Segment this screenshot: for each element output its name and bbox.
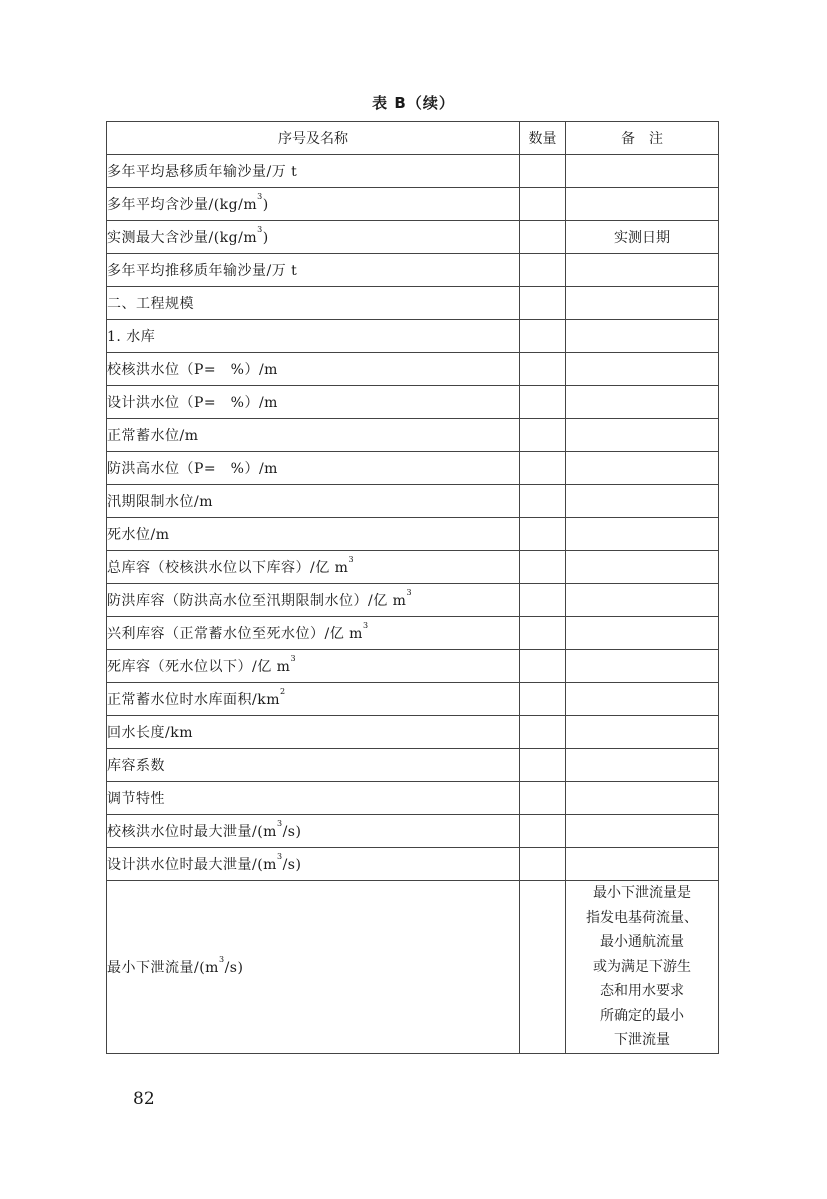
row-note — [566, 749, 719, 782]
row-name: 调节特性 — [107, 782, 520, 815]
row-name: 库容系数 — [107, 749, 520, 782]
row-name: 多年平均推移质年输沙量/万 t — [107, 254, 520, 287]
table-title: 表 B（续） — [372, 94, 455, 112]
table-row — [107, 551, 719, 584]
row-quantity — [520, 815, 566, 848]
row-name: 最小下泄流量$/(m^3/s)$ — [107, 881, 520, 1054]
table-body — [107, 155, 719, 1054]
row-name: 防洪库容（防洪高水位至汛期限制水位）/亿 $m^3$ — [107, 584, 520, 617]
row-note — [566, 188, 719, 221]
row-note — [566, 452, 719, 485]
row-quantity — [520, 485, 566, 518]
row-note — [566, 518, 719, 551]
row-note — [566, 782, 719, 815]
row-quantity — [520, 287, 566, 320]
table-row — [107, 188, 719, 221]
row-quantity — [520, 881, 566, 1054]
table-row — [107, 716, 719, 749]
header-quantity: 数量 — [520, 122, 566, 155]
row-name: 死水位/m — [107, 518, 520, 551]
row-note — [566, 551, 719, 584]
table-row — [107, 848, 719, 881]
row-note — [566, 716, 719, 749]
table-row — [107, 386, 719, 419]
data-table — [106, 121, 719, 1054]
table-row — [107, 353, 719, 386]
note-line: 下泄流量 — [614, 1032, 670, 1048]
note-line: 所确定的最小 — [600, 1007, 684, 1024]
table-row — [107, 254, 719, 287]
row-note — [566, 848, 719, 881]
row-name: 设计洪水位（P= %）/m — [107, 386, 520, 419]
table-row — [107, 419, 719, 452]
row-quantity — [520, 617, 566, 650]
note-line: 最小下泄流量是 — [593, 885, 691, 901]
row-quantity — [520, 320, 566, 353]
page-number: 82 — [133, 1089, 155, 1109]
row-quantity — [520, 155, 566, 188]
row-note — [566, 683, 719, 716]
table-row — [107, 650, 719, 683]
note-line: 或为满足下游生 — [593, 958, 691, 975]
row-quantity — [520, 254, 566, 287]
row-name: 实测最大含沙量$/(kg/m^3)$ — [107, 221, 520, 254]
row-name: 二、工程规模 — [107, 287, 520, 320]
row-note — [566, 287, 719, 320]
row-note — [566, 320, 719, 353]
row-quantity — [520, 452, 566, 485]
row-note — [566, 617, 719, 650]
table-row-last — [107, 881, 719, 1054]
row-note — [566, 419, 719, 452]
table-row — [107, 782, 719, 815]
table-row — [107, 221, 719, 254]
row-name: 校核洪水位（P= %）/m — [107, 353, 520, 386]
row-name: 多年平均悬移质年输沙量/万 t — [107, 155, 520, 188]
row-name: 多年平均含沙量$/(kg/m^3)$ — [107, 188, 520, 221]
row-quantity — [520, 386, 566, 419]
table-header-row — [107, 122, 719, 155]
table-row — [107, 683, 719, 716]
row-note — [566, 155, 719, 188]
row-quantity — [520, 353, 566, 386]
note-line: 指发电基荷流量、 — [586, 909, 698, 926]
row-name: 汛期限制水位/m — [107, 485, 520, 518]
row-name: 兴利库容（正常蓄水位至死水位）/亿 $m^3$ — [107, 617, 520, 650]
table-row — [107, 749, 719, 782]
row-name: 死库容（死水位以下）/亿 $m^3$ — [107, 650, 520, 683]
table-row — [107, 452, 719, 485]
row-quantity — [520, 188, 566, 221]
row-quantity — [520, 650, 566, 683]
row-quantity — [520, 584, 566, 617]
row-note: 实测日期 — [566, 221, 719, 254]
note-line: 最小通航流量 — [600, 934, 684, 950]
row-name: 1. 水库 — [107, 320, 520, 353]
table-row — [107, 815, 719, 848]
header-name: 序号及名称 — [107, 122, 520, 155]
row-quantity — [520, 221, 566, 254]
table-row — [107, 518, 719, 551]
table-row — [107, 320, 719, 353]
row-quantity — [520, 419, 566, 452]
row-name: 回水长度/km — [107, 716, 520, 749]
table-row — [107, 617, 719, 650]
row-note — [566, 254, 719, 287]
row-name: 总库容（校核洪水位以下库容）/亿 $m^3$ — [107, 551, 520, 584]
row-name: 防洪高水位（P= %）/m — [107, 452, 520, 485]
row-note — [566, 650, 719, 683]
row-quantity — [520, 683, 566, 716]
table-row — [107, 287, 719, 320]
header-note: 备 注 — [566, 122, 719, 155]
row-quantity — [520, 749, 566, 782]
row-note — [566, 485, 719, 518]
row-note — [566, 386, 719, 419]
row-name: 校核洪水位时最大泄量$/(m^3/s)$ — [107, 815, 520, 848]
row-quantity — [520, 551, 566, 584]
note-line: 态和用水要求 — [600, 983, 684, 999]
row-note — [566, 584, 719, 617]
row-name: 正常蓄水位时水库面积$/km^2$ — [107, 683, 520, 716]
table-row — [107, 155, 719, 188]
row-quantity — [520, 716, 566, 749]
row-note — [566, 353, 719, 386]
row-quantity — [520, 782, 566, 815]
row-quantity — [520, 848, 566, 881]
row-quantity — [520, 518, 566, 551]
row-name: 设计洪水位时最大泄量$/(m^3/s)$ — [107, 848, 520, 881]
row-name: 正常蓄水位/m — [107, 419, 520, 452]
table-row — [107, 584, 719, 617]
row-note — [566, 815, 719, 848]
table-row — [107, 485, 719, 518]
row-note — [566, 881, 719, 1054]
